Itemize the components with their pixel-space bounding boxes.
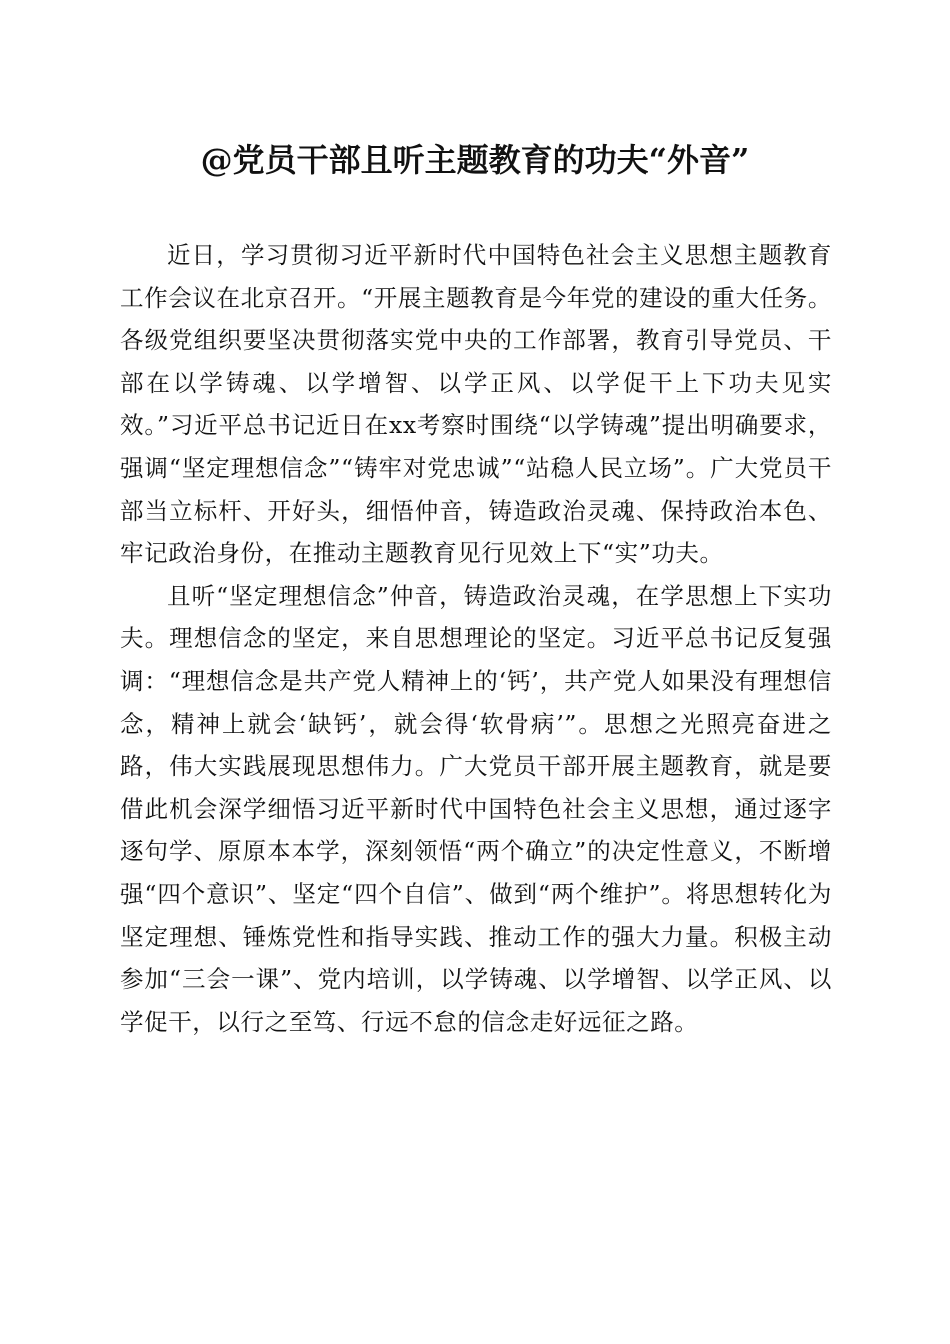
- document-body: [120, 234, 832, 1043]
- paragraph-2: 且听“坚定理想信念”仲音，铸造政治灵魂，在学思想上下实功夫。理想信念的坚定，来自思想理论的坚定。习近平总书记反复强调：“理想信念是共产党人精神上的‘钙’，共产党人如果没有理想信念，精神上就会‘缺钙’，就会得‘软骨病’”。思想之光照亮奋进之路，伟大实践展现思想伟力。广大党员干部开展主题教育，就是要借此机会深学细悟习近平新时代中国特色社会主义思想，通过逐字逐句学、原原本本学，深刻领悟“两个确立”的决定性意义，不断增强“四个意识”、坚定“四个自信”、做到“两个维护”。将思想转化为坚定理想、锤炼党性和指导实践、推动工作的强大力量。积极主动参加“三会一课”、党内培训，以学铸魂、以学增智、以学正风、以学促干，以行之至笃、行远不怠的信念走好远征之路。: [120, 581, 832, 1036]
- document-title: @党员干部且听主题教育的功夫“外音”: [200, 141, 750, 179]
- paragraph-1: 近日，学习贯彻习近平新时代中国特色社会主义思想主题教育工作会议在北京召开。“开展主题教育是今年党的建设的重大任务。各级党组织要坚决贯彻落实党中央的工作部署，教育引导党员、干部在以学铸魂、以学增智、以学正风、以学促干上下功夫见实效。”习近平总书记近日在xx考察时围绕“以学铸魂”提出明确要求，强调“坚定理想信念”“铸牢对党忠诚”“站稳人民立场”。广大党员干部当立标杆、开好头，细悟仲音，铸造政治灵魂、保持政治本色、牢记政治身份，在推动主题教育见行见效上下“实”功夫。: [120, 241, 832, 568]
